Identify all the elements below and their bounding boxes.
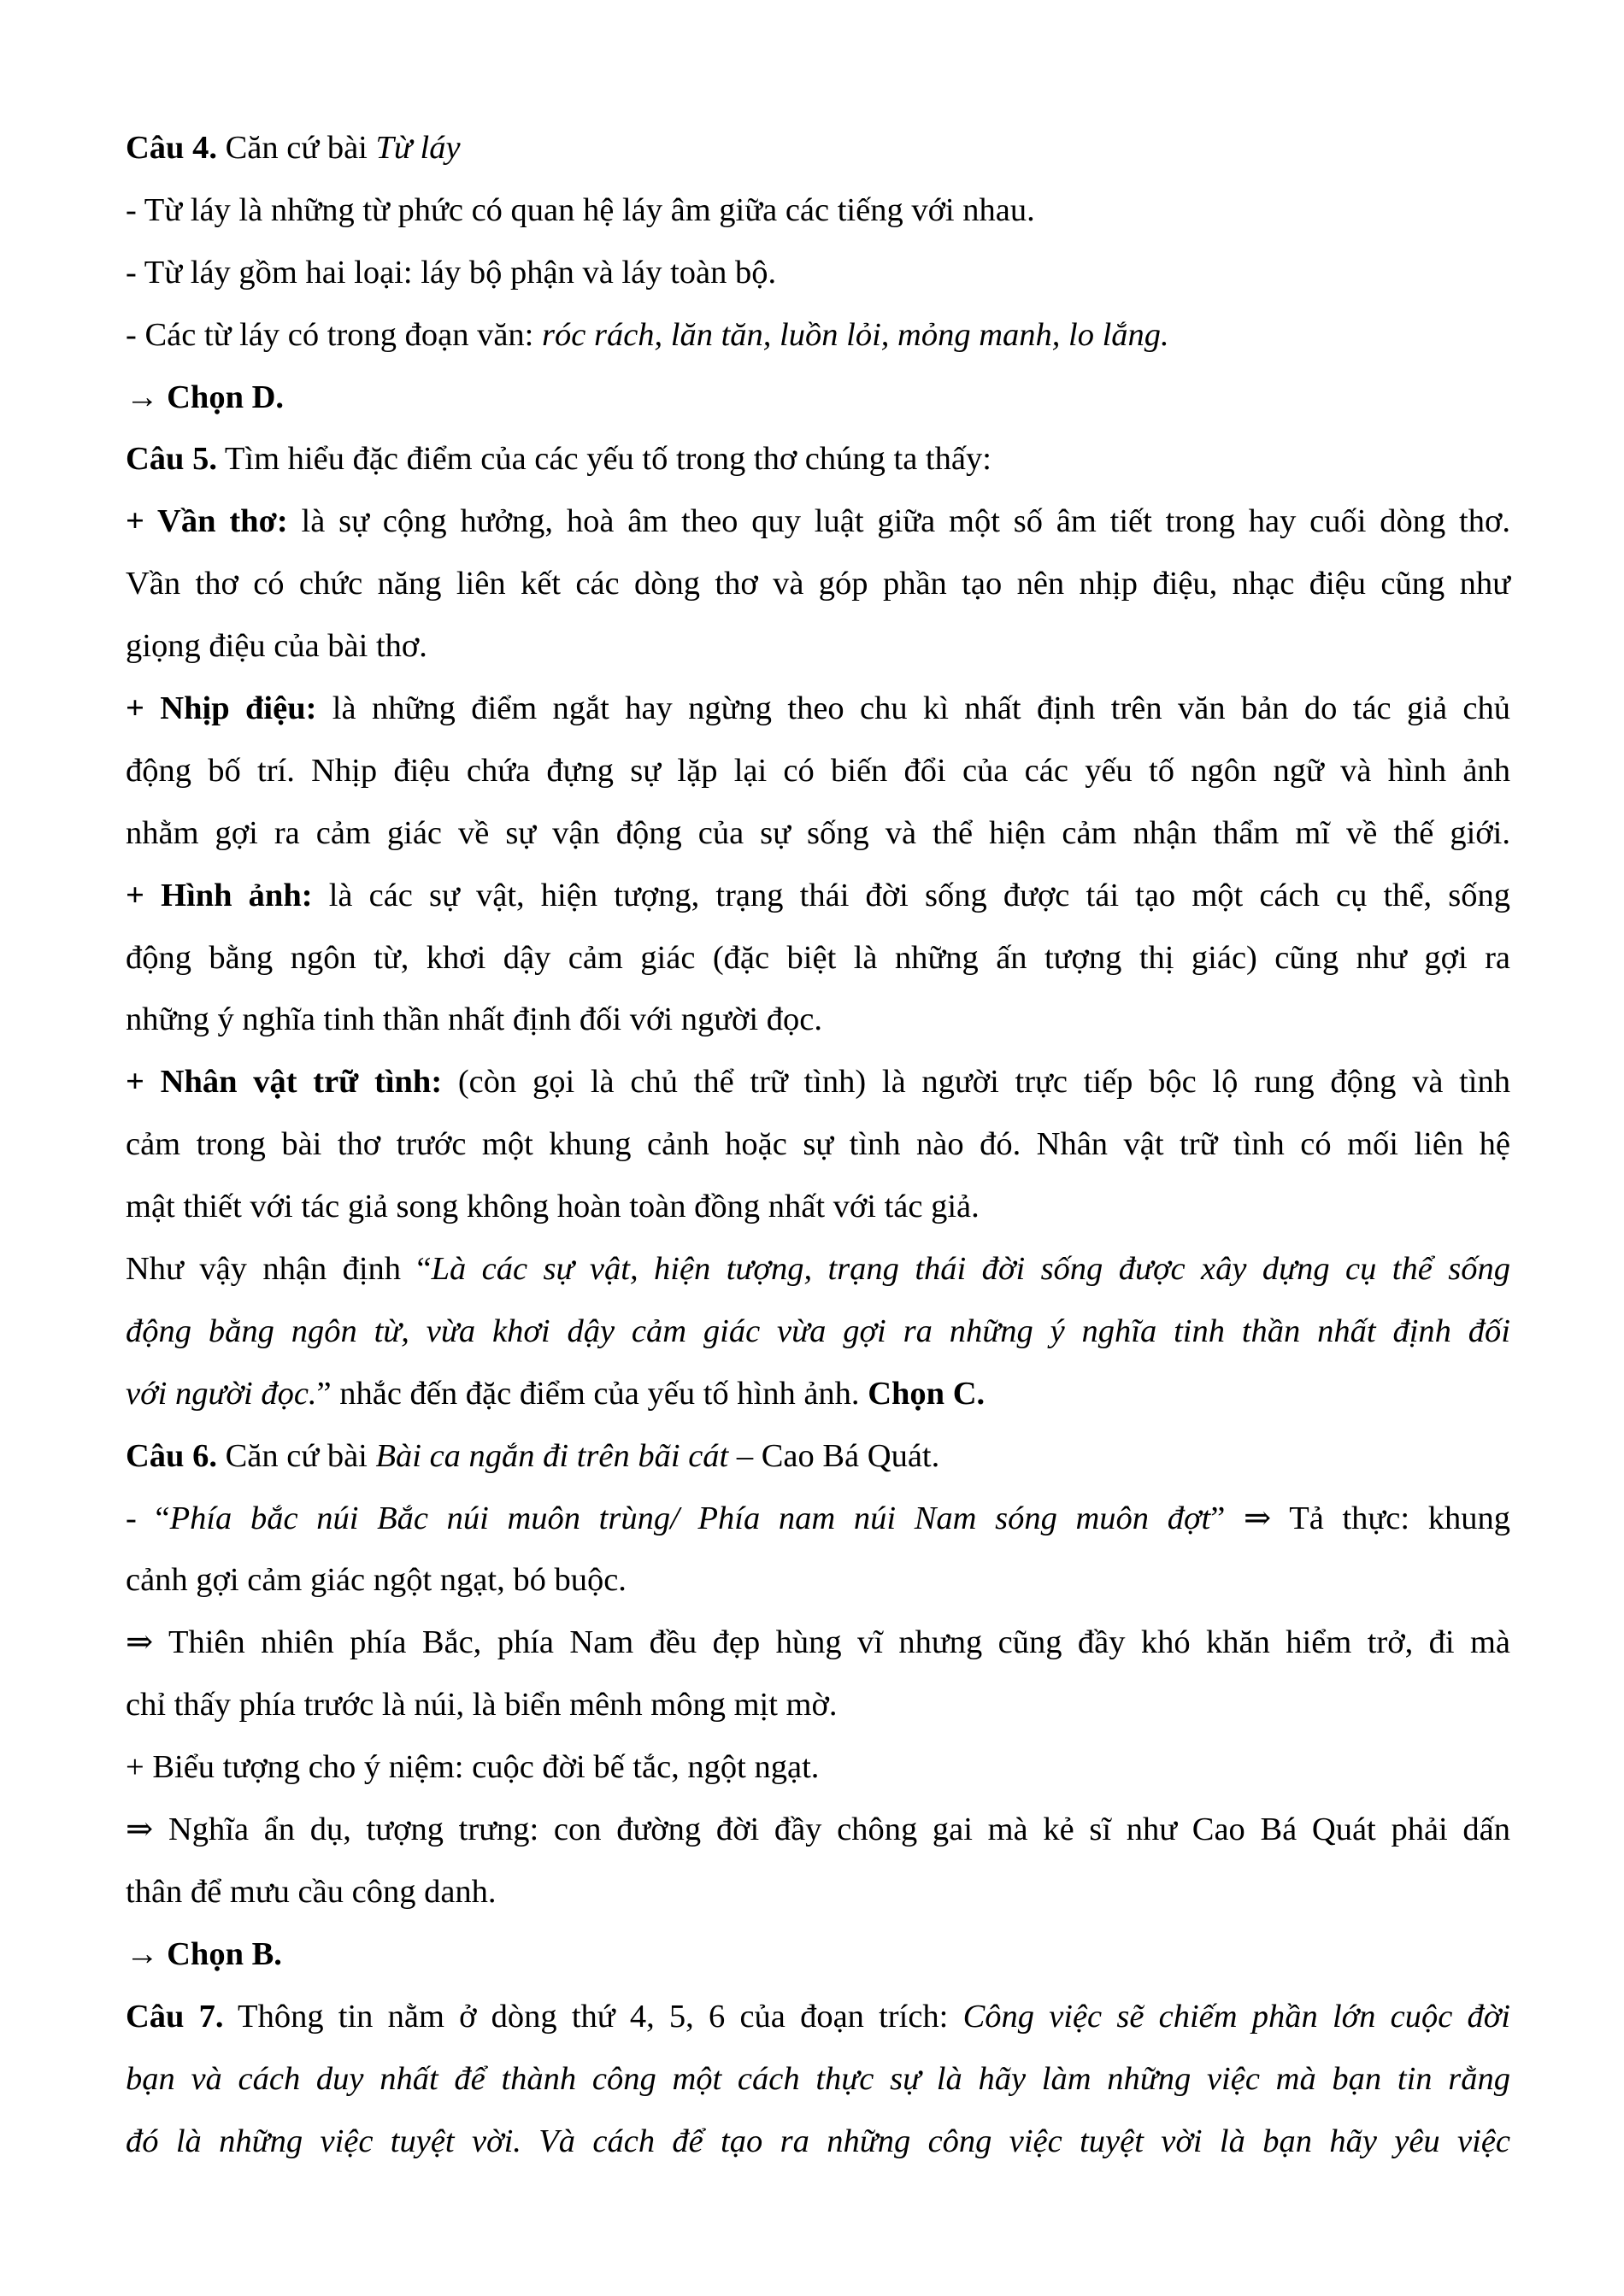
- text-run: - Từ láy là những từ phức có quan hệ láy âm giữa các tiếng với nhau.: [126, 191, 1035, 228]
- text-line: [126, 1549, 1510, 1612]
- text-line: [126, 678, 1510, 740]
- text-run: - Từ láy gồm hai loại: láy bộ phận và láy toàn bộ.: [126, 254, 777, 291]
- text-run: động bố trí. Nhịp điệu chứa đựng sự lặp lại có biến đổi của các yếu tố ngôn ngữ và hình ảnh: [126, 752, 1510, 789]
- text-run: ” ⇒ Tả thực: khung: [1210, 1500, 1510, 1536]
- text-run: Thông tin nằm ở dòng thứ 4, 5, 6 của đoạn trích:: [223, 1998, 963, 2035]
- text-line: [126, 1612, 1510, 1674]
- text-line: [126, 1986, 1510, 2048]
- text-run: ” nhắc đến đặc điểm của yếu tố hình ảnh.: [316, 1375, 868, 1412]
- text-run: mật thiết với tác giả song không hoàn toàn đồng nhất với tác giả.: [126, 1189, 980, 1225]
- italic-text: bạn và cách duy nhất để thành công một cách thực sự là hãy làm những việc mà bạn tin rằng: [126, 2060, 1510, 2097]
- text-line: [126, 1238, 1510, 1301]
- text-run: - “: [126, 1500, 170, 1536]
- text-line: [126, 865, 1510, 927]
- text-run: (còn gọi là chủ thể trữ tình) là người trực tiếp bộc lộ rung động và tình: [442, 1064, 1511, 1101]
- text-run: là những điểm ngắt hay ngừng theo chu kì nhất định trên văn bản do tác giả chủ: [316, 690, 1510, 727]
- text-line: [126, 1051, 1510, 1113]
- text-line: [126, 1363, 1510, 1425]
- text-run: thân để mưu cầu công danh.: [126, 1873, 497, 1910]
- bold-text: + Hình ảnh:: [126, 877, 313, 913]
- text-line: [126, 615, 1510, 678]
- text-run: là các sự vật, hiện tượng, trạng thái đời sống được tái tạo một cách cụ thể, sống: [312, 877, 1510, 913]
- text-run: Căn cứ bài: [216, 130, 376, 166]
- text-line: [126, 117, 1510, 179]
- text-line: [126, 989, 1510, 1051]
- text-run: những ý nghĩa tinh thần nhất định đối với người đọc.: [126, 1001, 822, 1038]
- text-line: [126, 1861, 1510, 1923]
- text-line: [126, 927, 1510, 989]
- text-line: [126, 2111, 1510, 2173]
- italic-text: Phía bắc núi Bắc núi muôn trùng/ Phía nam núi Nam sóng muôn đợt: [169, 1500, 1211, 1536]
- italic-text: Bài ca ngắn đi trên bãi cát: [375, 1437, 729, 1474]
- bold-text: Câu 6.: [126, 1437, 217, 1474]
- text-run: - Các từ láy có trong đoạn văn:: [126, 316, 543, 353]
- text-run: + Biểu tượng cho ý niệm: cuộc đời bế tắc, ngột ngạt.: [126, 1749, 820, 1786]
- text-run: Tìm hiểu đặc điểm của các yếu tố trong thơ chúng ta thấy:: [216, 441, 991, 478]
- document-page: [126, 117, 1510, 2172]
- bold-text: Chọn C.: [868, 1375, 986, 1412]
- italic-text: Công việc sẽ chiếm phần lớn cuộc đời: [962, 1998, 1510, 2035]
- text-run: chỉ thấy phía trước là núi, là biển mênh mông mịt mờ.: [126, 1687, 838, 1723]
- text-run: động bằng ngôn từ, khơi dậy cảm giác (đặc biệt là những ấn tượng thị giác) cũng như gợi ra: [126, 939, 1510, 976]
- bold-text: Câu 5.: [126, 441, 217, 478]
- text-run: Căn cứ bài: [216, 1437, 376, 1474]
- bold-text: Câu 4.: [126, 130, 217, 166]
- bold-text: + Nhân vật trữ tình:: [126, 1064, 443, 1101]
- italic-text: động bằng ngôn từ, vừa khơi dậy cảm giác vừa gợi ra những ý nghĩa tinh thần nhất định đối: [126, 1312, 1510, 1349]
- text-line: [126, 179, 1510, 242]
- text-run: giọng điệu của bài thơ.: [126, 628, 427, 665]
- text-line: [126, 367, 1510, 429]
- text-run: là sự cộng hưởng, hoà âm theo quy luật giữa một số âm tiết trong hay cuối dòng thơ.: [287, 503, 1510, 540]
- text-line: [126, 2048, 1510, 2111]
- italic-text: với người đọc.: [126, 1375, 317, 1412]
- italic-text: Từ láy: [375, 130, 461, 166]
- text-line: [126, 1425, 1510, 1488]
- text-line: [126, 1301, 1510, 1363]
- bold-text: + Vần thơ:: [126, 503, 288, 540]
- text-line: [126, 553, 1510, 615]
- bold-text: → Chọn D.: [126, 379, 285, 415]
- bold-text: Câu 7.: [126, 1998, 224, 2035]
- text-run: ⇒ Nghĩa ẩn dụ, tượng trưng: con đường đời đầy chông gai mà kẻ sĩ như Cao Bá Quát phải dấn: [126, 1812, 1510, 1848]
- text-line: [126, 1923, 1510, 1986]
- text-line: [126, 1488, 1510, 1550]
- text-run: Như vậy nhận định “: [126, 1251, 432, 1288]
- text-line: [126, 428, 1510, 490]
- text-line: [126, 490, 1510, 553]
- italic-text: róc rách, lăn tăn, luồn lỏi, mỏng manh, lo lắng.: [542, 316, 1169, 353]
- text-line: [126, 1176, 1510, 1238]
- bold-text: → Chọn B.: [126, 1935, 282, 1972]
- text-line: [126, 1113, 1510, 1176]
- text-line: [126, 1736, 1510, 1799]
- text-line: [126, 802, 1510, 865]
- text-run: Vần thơ có chức năng liên kết các dòng thơ và góp phần tạo nên nhịp điệu, nhạc điệu cũng như: [126, 566, 1510, 602]
- text-line: [126, 1799, 1510, 1861]
- text-line: [126, 242, 1510, 304]
- text-run: ⇒ Thiên nhiên phía Bắc, phía Nam đều đẹp hùng vĩ nhưng cũng đầy khó khăn hiểm trở, đi mà: [126, 1624, 1510, 1661]
- text-run: cảm trong bài thơ trước một khung cảnh hoặc sự tình nào đó. Nhân vật trữ tình có mối liên hệ: [126, 1126, 1510, 1163]
- bold-text: + Nhịp điệu:: [126, 690, 317, 727]
- text-run: – Cao Bá Quát.: [728, 1437, 940, 1474]
- text-line: [126, 304, 1510, 367]
- text-line: [126, 1674, 1510, 1736]
- text-run: cảnh gợi cảm giác ngột ngạt, bó buộc.: [126, 1562, 627, 1599]
- italic-text: Là các sự vật, hiện tượng, trạng thái đời sống được xây dựng cụ thể sống: [431, 1251, 1510, 1288]
- text-line: [126, 740, 1510, 802]
- text-run: nhằm gợi ra cảm giác về sự vận động của sự sống và thể hiện cảm nhận thẩm mĩ về thế giới.: [126, 814, 1510, 851]
- italic-text: đó là những việc tuyệt vời. Và cách để tạo ra những công việc tuyệt vời là bạn hãy yêu việc: [126, 2123, 1510, 2159]
